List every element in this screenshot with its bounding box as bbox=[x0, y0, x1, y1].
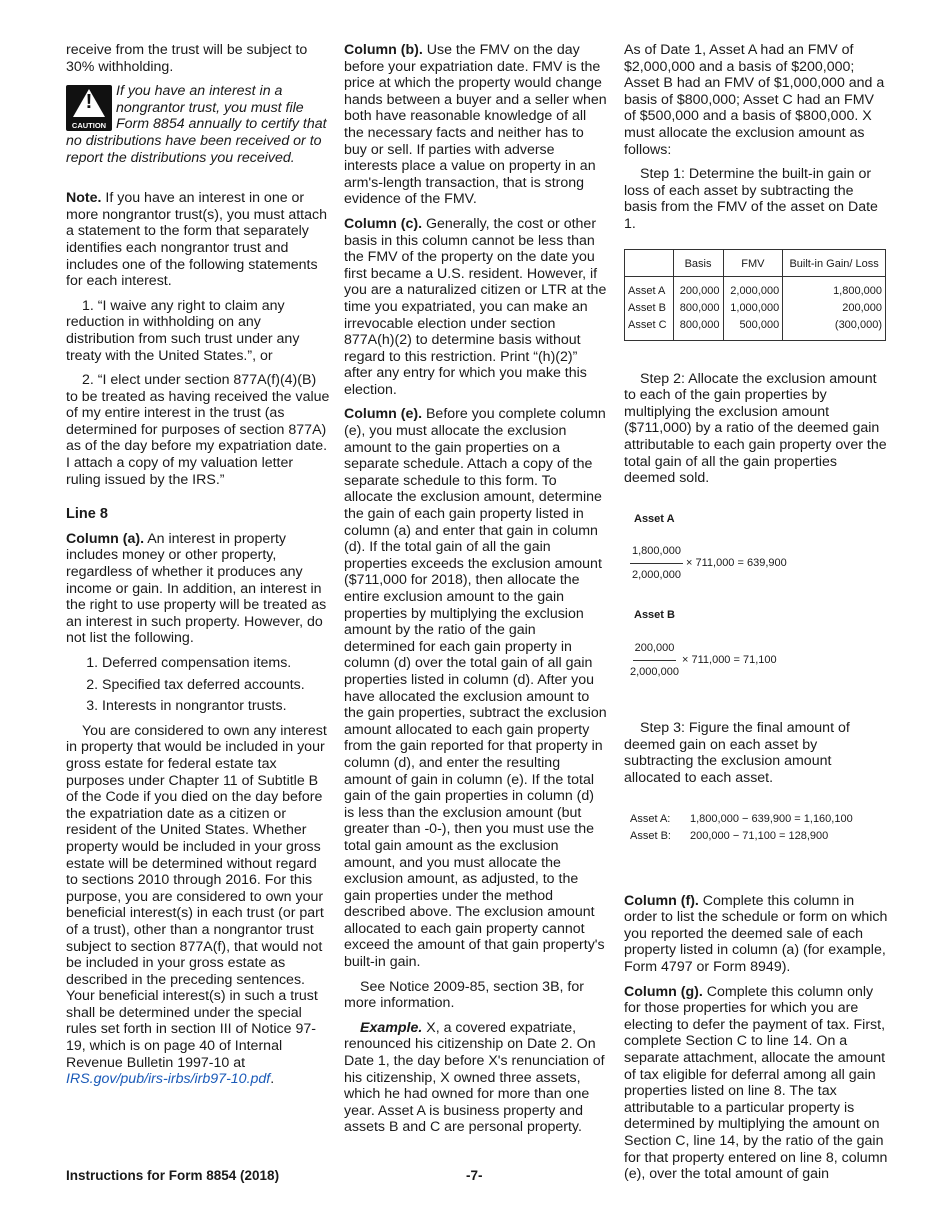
statement-1: 1. “I waive any right to claim any reduction in withholding on any distribution from such trust under any treaty with the United States.”, or bbox=[66, 297, 300, 364]
caution-icon: ! CAUTION bbox=[66, 85, 112, 131]
page-footer bbox=[66, 1168, 888, 1185]
footer-title: Instructions for Form 8854 (2018) bbox=[66, 1168, 280, 1183]
list-item: 3. Interests in nongrantor trusts. bbox=[102, 698, 330, 715]
final-gain-calc: Asset A: 1,800,000 − 639,900 = 1,160,100 Asset B: 200,000 − 71,100 = 128,900 bbox=[630, 812, 853, 842]
paragraph: You are considered to own any interest in property that would be included in your gross estate for federal estate tax purposes under Chapter 11 of Subtitle B of the Code if you died on the day before the expatriation date as a citizen or resident of the United States. Whether property would be included in your gross estate will be determined without regard to sections 2010 through 2016. For this purpose, you are considered to own your beneficial interest(s) in each trust (or part of a trust), other than a nongrantor trust subject to section 877A(f), that would not be included in your gross estate as described in the preceding sentences. Your beneficial interest(s) in such a trust shall be determined under the special rules set forth in section III of Notice 97-19, which is on page 40 of Internal Revenue Bulletin 1997-10 at IRS.gov/pub/irs-irbs/irb97-10.pdf. bbox=[66, 722, 327, 1088]
column-g-paragraph: Column (g). Complete this column only for those properties for which you are electing to defer the payment of tax. First, complete Section C to line 14. On a separate attachment, allocate the amount of tax eligible for deferral among all gain properties listed on line 8. The tax attributable to a particular property is determined by multiplying the amount on Section C, line 14, by the ratio of the gain for that property entered on line 8, column (e), over the total amount of gain bbox=[624, 983, 888, 1183]
table-row: Asset A 200,000 2,000,000 1,800,000 bbox=[625, 276, 886, 300]
asset-a-label: Asset A bbox=[634, 512, 675, 525]
column-3 bbox=[624, 42, 888, 1191]
notice-paragraph: See Notice 2009-85, section 3B, for more information. bbox=[344, 978, 584, 1012]
step-3: Step 3: Figure the final amount of deemed gain on each asset by subtracting the exclusion amount allocated to each asset. bbox=[624, 720, 850, 787]
column-a-paragraph: Column (a). An interest in property includes money or other property, regardless of whether it produces any income or gain. In addition, an interest in the right to use property will be treated as an interest in such property. However, do not list the following. bbox=[66, 530, 327, 647]
statement-2: 2. “I elect under section 877A(f)(4)(B) to be treated as having received the value of my entire interest in the trust (as determined for purposes of section 877A) as of the day before my expatriation date. I attach a copy of my valuation letter ruling issued by the IRS.” bbox=[66, 372, 330, 488]
caution-box bbox=[66, 83, 330, 166]
asset-b-formula: $\frac{200,000}{2,000,000}$ × 711,000 = 71,100 bbox=[630, 642, 777, 678]
irs-link[interactable]: IRS.gov/pub/irs-irbs/irb97-10.pdf bbox=[66, 1071, 271, 1088]
asset-table: Basis FMV Built-in Gain/ Loss Asset A 200,000 2,000,000 1,800,000 Asset B 800,000 1,000,000 200,000 Asset C 800,000 500,000 (300,000) bbox=[624, 249, 886, 341]
column-1 bbox=[66, 42, 330, 1096]
asset-a-formula: $\frac{1,800,000}{2,000,000}$ × 711,000 = 639,900 bbox=[632, 545, 787, 581]
asset-b-label: Asset B bbox=[634, 609, 675, 622]
table-row: Asset B 800,000 1,000,000 200,000 bbox=[625, 300, 886, 317]
list-item: 2. Specified tax deferred accounts. bbox=[102, 677, 330, 694]
column-f-paragraph: Column (f). Complete this column in order to list the schedule or form on which you reported the deemed sale of each property listed in column (a) (for example, Form 4797 or Form 8949). bbox=[624, 892, 888, 975]
example-paragraph: Example. X, a covered expatriate, renounced his citizenship on Date 2. On Date 1, the day before X's renunciation of his citizenship, X owned three assets, which he had owned for more than one year. Asset A is business property and assets B and C are personal property. bbox=[344, 1019, 605, 1136]
paragraph: As of Date 1, Asset A had an FMV of $2,000,000 and a basis of $200,000; Asset B had an FMV of $1,000,000 and a basis of $800,000; Asset C had an FMV of $500,000 and a basis of $800,000. X must allocate the exclusion amount as follows: bbox=[624, 42, 885, 158]
column-b-paragraph: Column (b). Use the FMV on the day before your expatriation date. FMV is the price at which the property would change hands between a buyer and a seller when both have reasonable knowledge of all the necessary facts and neither has to buy or sell. If parties with adverse interests place a value on property in an arm's-length transaction, that is strong evidence of the FMV. bbox=[344, 42, 607, 208]
page-number: -7- bbox=[466, 1168, 483, 1183]
table-row: Asset C 800,000 500,000 (300,000) bbox=[625, 317, 886, 341]
column-c-paragraph: Column (c). Generally, the cost or other basis in this column cannot be less than the FMV of the property on the date you first became a U.S. resident. However, if you are a naturalized citizen or LTR at the time you expatriated, you can make an irrevocable election under section 877A(h)(2) to determine basis without regard to this restriction. Print “(h)(2)” after any entry for which you make this election. bbox=[344, 215, 607, 398]
section-heading: Line 8 bbox=[66, 506, 108, 523]
exclusion-list bbox=[66, 655, 330, 715]
list-item: 1. Deferred compensation items. bbox=[102, 655, 330, 672]
caution-text: If you have an interest in a nongrantor trust, you must file Form 8854 annually to certify that no distributions have been received or to report the distributions you received. bbox=[66, 83, 327, 166]
step-2: Step 2: Allocate the exclusion amount to each of the gain properties by multiplying the exclusion amount ($711,000) by a ratio of the deemed gain attributable to each gain property over the total gain of all the gain properties deemed sold. bbox=[624, 370, 887, 487]
step-1: Step 1: Determine the built-in gain or loss of each asset by subtracting the basis from the FMV of the asset on Date 1. bbox=[624, 166, 878, 232]
column-2 bbox=[344, 42, 608, 1144]
paragraph: receive from the trust will be subject to 30% withholding. bbox=[66, 42, 308, 75]
note-paragraph: Note. If you have an interest in one or more nongrantor trust(s), you must attach a statement to the form that separately identifies each nongrantor trust and includes one of the following statements for each interest. bbox=[66, 190, 328, 290]
column-e-paragraph: Column (e). Before you complete column (e), you must allocate the exclusion amount to the gain properties on a separate schedule. Attach a copy of the separate schedule to this form. To allocate the exclusion amount, determine the gain of each gain property listed in column (a) and enter that gain in column (d). If the total gain of all the gain properties exceeds the exclusion amount ($711,000 for 2018), then allocate the entire exclusion amount to the gain properties by multiplying the exclusion amount by the ratio of the gain determined for each gain property in column (d) over the total gain of all gain properties listed in column (d). After you have allocated the exclusion amount to the gain properties, subtract the exclusion amount allocated to each gain property from the gain reported for that property in column (d), and enter the resulting amount of gain in column (e). If the total gain of the gain properties in column (d) is less than the exclusion amount (but greater than -0-), then you must use the total gain amount as the exclusion amount, and you must allocate the exclusion amount, as adjusted, to the gain properties under the method described above. The exclusion amount allocated to each gain property cannot exceed the amount of that gain property's built-in gain. bbox=[344, 406, 607, 971]
